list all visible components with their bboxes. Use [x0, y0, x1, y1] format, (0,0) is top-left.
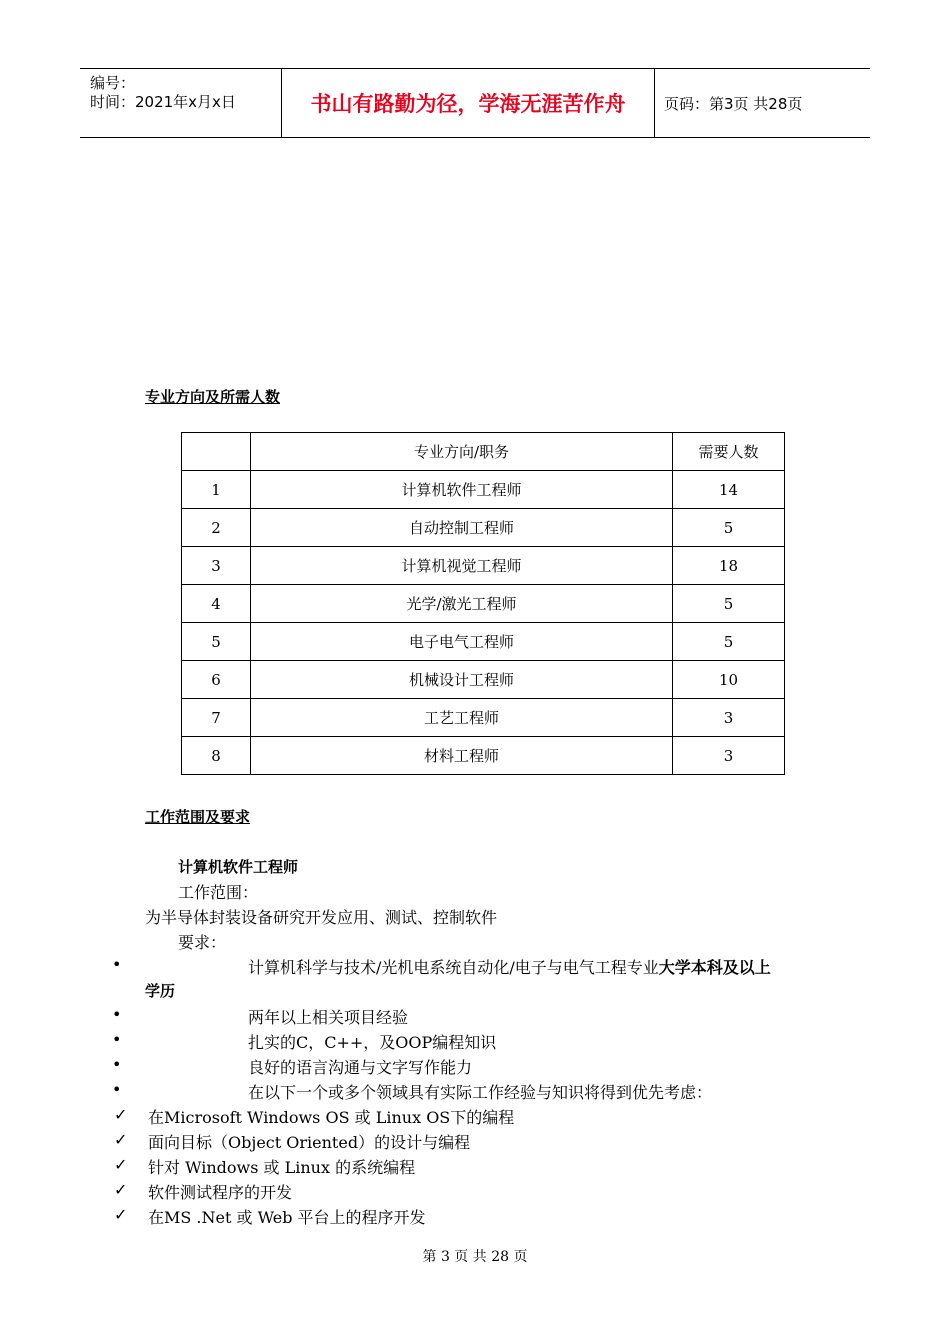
table-cell: 8	[182, 737, 251, 775]
table-cell: 10	[673, 661, 785, 699]
table-row	[182, 471, 785, 509]
table-cell: 5	[673, 585, 785, 623]
checkmark-icon: ✓	[114, 1155, 128, 1174]
table-row	[182, 737, 785, 775]
requirements-label: 要求：	[178, 933, 227, 952]
scope-text: 为半导体封装设备研究开发应用、测试、控制软件	[145, 908, 498, 927]
table-cell: 5	[673, 509, 785, 547]
table-row	[182, 661, 785, 699]
number-label: 编号：	[90, 74, 136, 92]
table-cell: 工艺工程师	[251, 699, 673, 737]
table-cell: 18	[673, 547, 785, 585]
table-row	[182, 547, 785, 585]
table-row	[182, 585, 785, 623]
scope-label: 工作范围：	[178, 883, 259, 902]
page-footer: 第 3 页 共 28 页	[422, 1249, 528, 1265]
requirement-item	[248, 955, 771, 978]
table-cell: 材料工程师	[251, 737, 673, 775]
table-cell: 5	[182, 623, 251, 661]
table-cell: 计算机视觉工程师	[251, 547, 673, 585]
bullet-icon: •	[112, 1080, 122, 1099]
requirement-item: 两年以上相关项目经验	[248, 1008, 409, 1027]
positions-table	[181, 432, 785, 775]
preferred-item: 针对 Windows 或 Linux 的系统编程	[148, 1158, 416, 1177]
table-cell: 7	[182, 699, 251, 737]
section-title-positions: 专业方向及所需人数	[145, 388, 281, 406]
checkmark-icon: ✓	[114, 1105, 128, 1124]
header-motto: 书山有路勤为径，学海无涯苦作舟	[282, 69, 655, 137]
table-cell: 2	[182, 509, 251, 547]
requirement-item: 在以下一个或多个领域具有实际工作经验与知识将得到优先考虑：	[248, 1083, 713, 1102]
section-title-scope: 工作范围及要求	[145, 808, 251, 826]
preferred-item: 软件测试程序的开发	[148, 1183, 293, 1202]
table-header-cell	[182, 433, 251, 471]
requirement-item: 良好的语言沟通与文字写作能力	[248, 1058, 473, 1077]
table-cell: 1	[182, 471, 251, 509]
requirement-emphasis: 大学本科及以上	[658, 958, 771, 977]
table-header-cell: 需要人数	[673, 433, 785, 471]
bullet-icon: •	[112, 1030, 122, 1049]
table-cell: 4	[182, 585, 251, 623]
requirement-text: 计算机科学与技术/光机电系统自动化/电子与电气工程专业	[248, 958, 659, 977]
table-cell: 计算机软件工程师	[251, 471, 673, 509]
table-cell: 6	[182, 661, 251, 699]
requirement-continuation: 学历	[145, 982, 176, 1000]
preferred-item: 在Microsoft Windows OS 或 Linux OS下的编程	[148, 1108, 515, 1127]
page-header	[80, 68, 870, 138]
table-cell: 3	[182, 547, 251, 585]
requirement-item: 扎实的C，C++，及OOP编程知识	[248, 1033, 497, 1052]
table-header-cell: 专业方向/职务	[251, 433, 673, 471]
table-cell: 自动控制工程师	[251, 509, 673, 547]
bullet-icon: •	[112, 955, 122, 974]
header-left-cell	[80, 69, 282, 137]
bullet-icon: •	[112, 1005, 122, 1024]
table-header-row	[182, 433, 785, 471]
checkmark-icon: ✓	[114, 1130, 128, 1149]
header-page-info: 页码：第3页 共28页	[664, 95, 803, 113]
table-cell: 光学/激光工程师	[251, 585, 673, 623]
table-row	[182, 509, 785, 547]
table-cell: 机械设计工程师	[251, 661, 673, 699]
checkmark-icon: ✓	[114, 1205, 128, 1224]
job-title: 计算机软件工程师	[178, 858, 299, 876]
table-cell: 电子电气工程师	[251, 623, 673, 661]
date-label: 时间：2021年x月x日	[90, 93, 236, 111]
preferred-item: 面向目标（Object Oriented）的设计与编程	[148, 1133, 471, 1152]
table-row	[182, 623, 785, 661]
checkmark-icon: ✓	[114, 1180, 128, 1199]
table-cell: 3	[673, 737, 785, 775]
table-cell: 3	[673, 699, 785, 737]
table-cell: 14	[673, 471, 785, 509]
table-row	[182, 699, 785, 737]
bullet-icon: •	[112, 1055, 122, 1074]
table-cell: 5	[673, 623, 785, 661]
preferred-item: 在MS .Net 或 Web 平台上的程序开发	[148, 1208, 426, 1227]
